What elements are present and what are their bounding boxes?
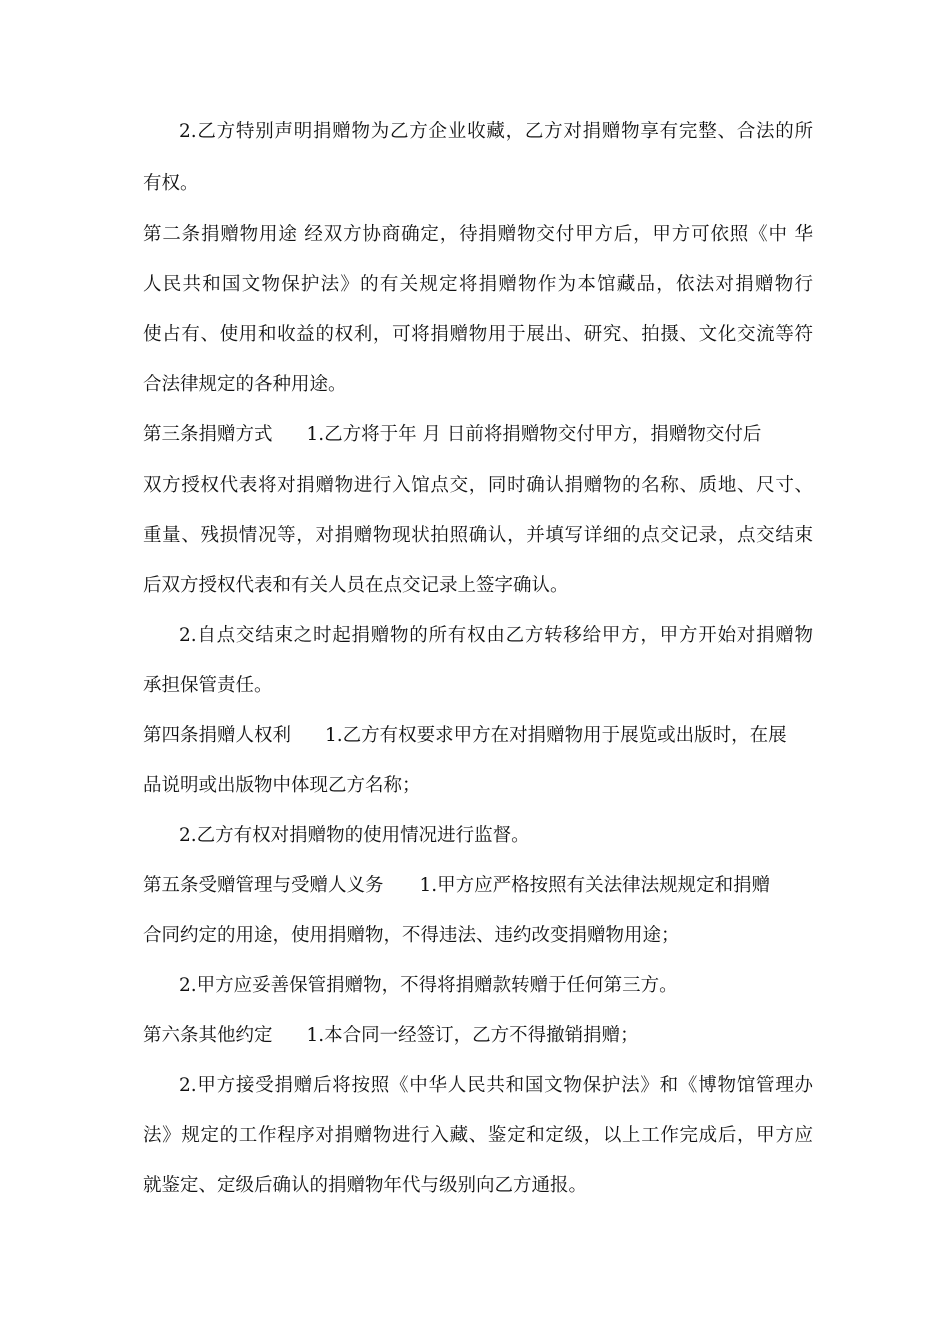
text-line: 合法律规定的各种用途。 — [143, 374, 347, 395]
text-line: 重量、残损情况等，对捐赠物现状拍照确认，并填写详细的点交记录，点交结束 — [143, 525, 813, 546]
text-line: 承担保管责任。 — [143, 675, 273, 696]
text-line — [143, 1023, 813, 1049]
article-clause: 1.乙方将于年 月 日前将捐赠物交付甲方，捐赠物交付后 — [306, 424, 762, 445]
text-line — [143, 873, 813, 899]
text-line: 合同约定的用途，使用捐赠物，不得违法、违约改变捐赠物用途； — [143, 925, 680, 946]
article-heading: 第五条受赠管理与受赠人义务 — [143, 875, 384, 896]
article-heading: 第六条其他约定 — [143, 1025, 273, 1046]
text-line: 品说明或出版物中体现乙方名称； — [143, 775, 421, 796]
text-line: 双方授权代表将对捐赠物进行入馆点交，同时确认捐赠物的名称、质地、尺寸、 — [143, 475, 813, 496]
text-line — [143, 723, 813, 749]
text-line: 就鉴定、定级后确认的捐赠物年代与级别向乙方通报。 — [143, 1175, 588, 1196]
text-line: 2.乙方有权对捐赠物的使用情况进行监督。 — [179, 825, 530, 846]
text-line: 2.甲方接受捐赠后将按照《中华人民共和国文物保护法》和《博物馆管理办 — [179, 1075, 813, 1096]
text-line: 2.乙方特别声明捐赠物为乙方企业收藏，乙方对捐赠物享有完整、合法的所 — [179, 121, 813, 142]
text-line: 第二条捐赠物用途 经双方协商确定，待捐赠物交付甲方后，甲方可依照《中 华 — [143, 224, 813, 245]
text-line: 法》规定的工作程序对捐赠物进行入藏、鉴定和定级，以上工作完成后，甲方应 — [143, 1125, 813, 1146]
text-line — [143, 422, 813, 448]
article-clause: 1.乙方有权要求甲方在对捐赠物用于展览或出版时，在展 — [325, 725, 787, 746]
text-line: 2.甲方应妥善保管捐赠物，不得将捐赠款转赠于任何第三方。 — [179, 975, 678, 996]
text-line: 后双方授权代表和有关人员在点交记录上签字确认。 — [143, 575, 569, 596]
article-heading: 第三条捐赠方式 — [143, 424, 273, 445]
text-line: 2.自点交结束之时起捐赠物的所有权由乙方转移给甲方，甲方开始对捐赠物 — [179, 625, 813, 646]
text-line: 使占有、使用和收益的权利，可将捐赠物用于展出、研究、拍摄、文化交流等符 — [143, 324, 813, 345]
text-line: 人民共和国文物保护法》的有关规定将捐赠物作为本馆藏品，依法对捐赠物行 — [143, 274, 813, 295]
article-clause: 1.本合同一经签订，乙方不得撤销捐赠； — [306, 1025, 639, 1046]
article-heading: 第四条捐赠人权利 — [143, 725, 292, 746]
article-clause: 1.甲方应严格按照有关法律法规规定和捐赠 — [419, 875, 771, 896]
text-line: 有权。 — [143, 173, 199, 194]
